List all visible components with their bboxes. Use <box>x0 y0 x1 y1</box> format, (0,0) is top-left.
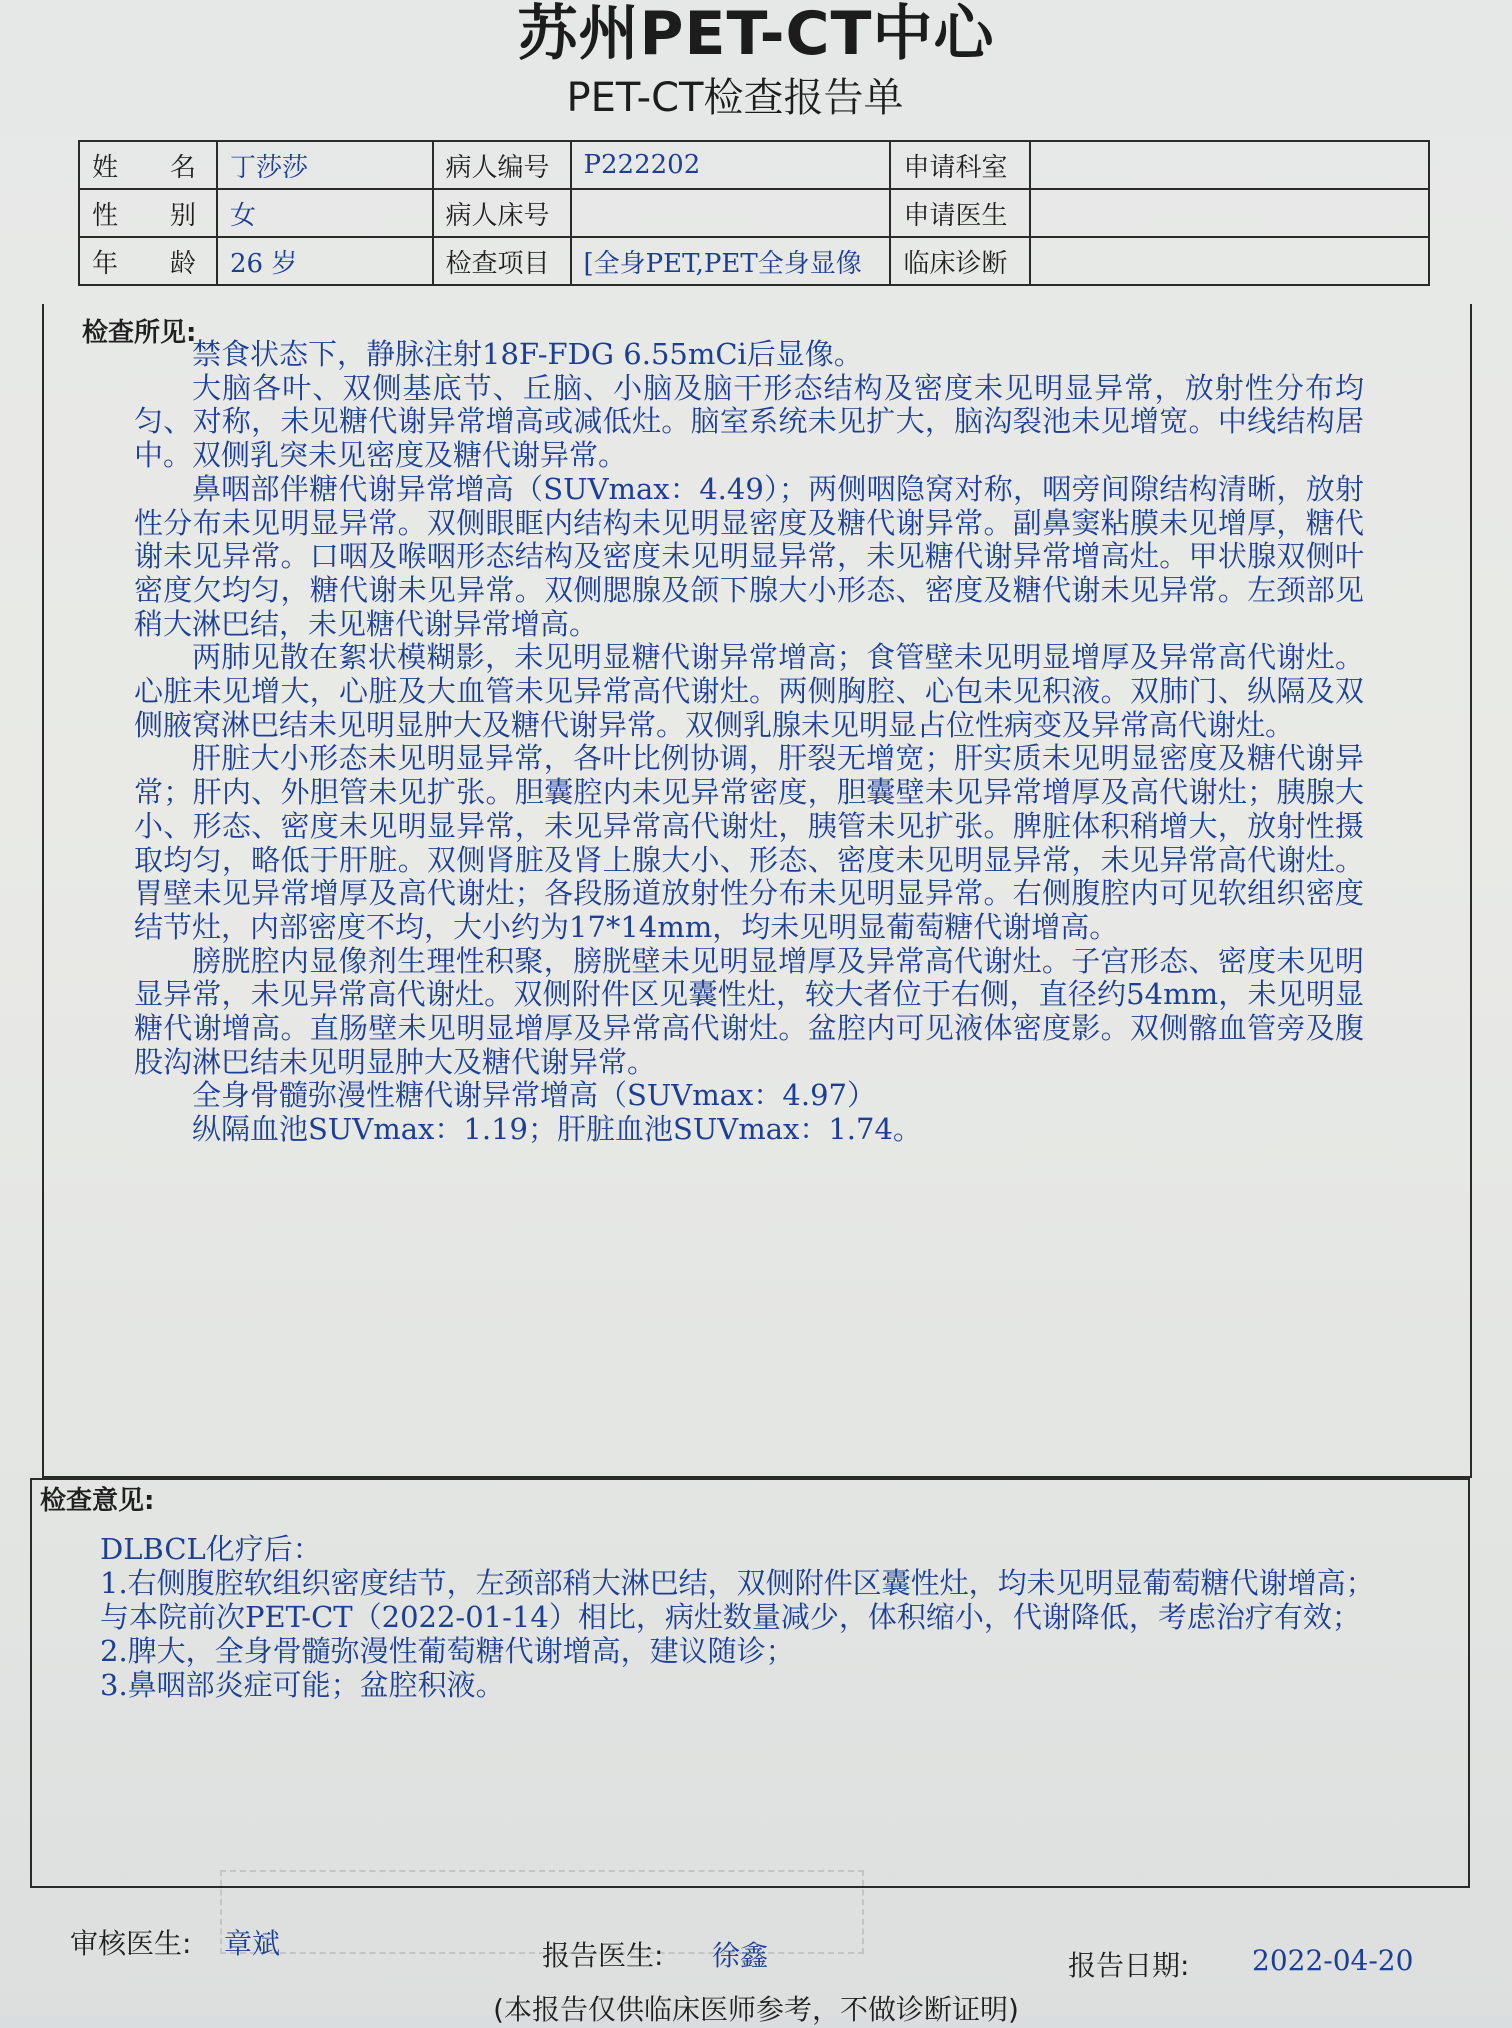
exam-label: 检查项目 <box>433 237 571 285</box>
doctor-value <box>1030 189 1429 237</box>
patient-id: P222202 <box>571 141 891 189</box>
findings-paragraph: 纵隔血池SUVmax：1.19；肝脏血池SUVmax：1.74。 <box>192 1112 922 1147</box>
bed-label: 病人床号 <box>433 189 571 237</box>
report-title: PET-CT检查报告单 <box>566 75 904 121</box>
center-name: 苏州PET-CT中心 <box>517 0 995 69</box>
report-date-label: 报告日期: <box>1068 1949 1190 1982</box>
findings-label: 检查所见: <box>82 318 197 348</box>
dept-label: 申请科室 <box>890 141 1030 189</box>
patient-name: 丁莎莎 <box>217 141 433 189</box>
impression-line: 3.鼻咽部炎症可能；盆腔积液。 <box>100 1668 505 1702</box>
table-row <box>79 141 1429 189</box>
reporter-label: 报告医生: <box>542 1939 664 1972</box>
name-label: 姓 名 <box>79 141 217 189</box>
impression-line: DLBCL化疗后： <box>100 1532 322 1566</box>
patient-age: 26 岁 <box>217 237 433 285</box>
reporter-name: 徐鑫 <box>712 1939 769 1972</box>
findings-paragraph: 膀胱腔内显像剂生理性积聚，膀胱壁未见明显增厚及异常高代谢灶。子宫形态、密度未见明显异常，未见异常高代谢灶。双侧附件区见囊性灶，较大者位于右侧，直径约54mm，未见明显糖代谢增高。直肠壁未见明显增厚及异常高代谢灶。盆腔内可见液体密度影。双侧髂血管旁及腹股沟淋巴结未见明显肿大及糖代谢异常。 <box>134 943 1364 1079</box>
reviewer-label: 审核医生: <box>70 1927 192 1960</box>
impression-line: 1.右侧腹腔软组织密度结节，左颈部稍大淋巴结，双侧附件区囊性灶，均未见明显葡萄糖代谢增高；与本院前次PET-CT（2022-01-14）相比，病灶数量减少，体积缩小，代谢降低，考虑治疗有效； <box>100 1566 1375 1634</box>
table-row <box>79 237 1429 285</box>
report-date: 2022-04-20 <box>1252 1944 1414 1977</box>
disclaimer: (本报告仅供临床医师参考，不做诊断证明) <box>493 1993 1019 2026</box>
reviewer-name: 章斌 <box>224 1927 281 1960</box>
patient-info-table <box>78 140 1430 286</box>
findings-paragraph: 两肺见散在絮状模糊影，未见明显糖代谢异常增高；食管壁未见明显增厚及异常高代谢灶。心脏未见增大，心脏及大血管未见异常高代谢灶。两侧胸腔、心包未见积液。双肺门、纵隔及双侧腋窝淋巴结未见明显肿大及糖代谢异常。双侧乳腺未见明显占位性病变及异常高代谢灶。 <box>134 640 1364 742</box>
patient-id-label: 病人编号 <box>433 141 571 189</box>
sex-label: 性 别 <box>79 189 217 237</box>
findings-paragraph: 全身骨髓弥漫性糖代谢异常增高（SUVmax：4.97） <box>192 1078 876 1113</box>
findings-paragraph: 肝脏大小形态未见明显异常，各叶比例协调，肝裂无增宽；肝实质未见明显密度及糖代谢异常；肝内、外胆管未见扩张。胆囊腔内未见异常密度，胆囊壁未见异常增厚及高代谢灶；胰腺大小、形态、密度未见明显异常，未见异常高代谢灶，胰管未见扩张。脾脏体积稍增大，放射性摄取均匀，略低于肝脏。双侧肾脏及肾上腺大小、形态、密度未见明显异常，未见异常高代谢灶。胃壁未见异常增厚及高代谢灶；各段肠道放射性分布未见明显异常。右侧腹腔内可见软组织密度结节灶，内部密度不均，大小约为17*14mm，均未见明显葡萄糖代谢增高。 <box>134 741 1364 944</box>
exam-value: [全身PET,PET全身显像 <box>571 237 891 285</box>
impression-line: 2.脾大，全身骨髓弥漫性葡萄糖代谢增高，建议随诊； <box>100 1634 795 1668</box>
patient-sex: 女 <box>217 189 433 237</box>
findings-paragraph: 大脑各叶、双侧基底节、丘脑、小脑及脑干形态结构及密度未见明显异常，放射性分布均匀、对称，未见糖代谢异常增高或减低灶。脑室系统未见扩大，脑沟裂池未见增宽。中线结构居中。双侧乳突未见密度及糖代谢异常。 <box>134 370 1364 473</box>
findings-paragraph: 禁食状态下，静脉注射18F-FDG 6.55mCi后显像。 <box>192 337 863 371</box>
age-label: 年 龄 <box>79 237 217 285</box>
diag-value <box>1030 237 1429 285</box>
impression-label: 检查意见: <box>40 1486 155 1516</box>
findings-paragraph: 鼻咽部伴糖代谢异常增高（SUVmax：4.49）；两侧咽隐窝对称，咽旁间隙结构清晰，放射性分布未见明显异常。双侧眼眶内结构未见明显密度及糖代谢异常。副鼻窦粘膜未见增厚，糖代谢未见异常。口咽及喉咽形态结构及密度未见明显异常，未见糖代谢异常增高灶。甲状腺双侧叶密度欠均匀，糖代谢未见异常。双侧腮腺及颌下腺大小形态、密度及糖代谢未见异常。左颈部见稍大淋巴结，未见糖代谢异常增高。 <box>134 471 1364 641</box>
doctor-label: 申请医生 <box>890 189 1030 237</box>
impression-text <box>100 1532 1380 1702</box>
table-row <box>79 189 1429 237</box>
findings-text <box>134 338 1364 1147</box>
diag-label: 临床诊断 <box>890 237 1030 285</box>
bed-value <box>571 189 891 237</box>
dept-value <box>1030 141 1429 189</box>
